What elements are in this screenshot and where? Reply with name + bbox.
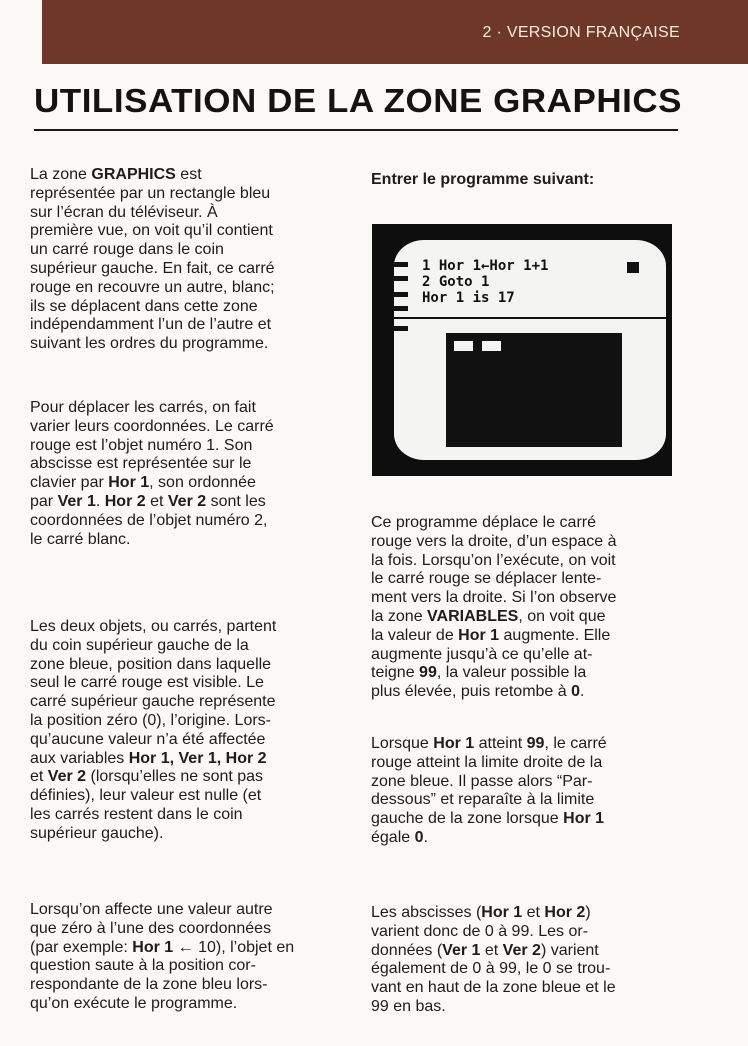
section-label: 2 · VERSION FRANÇAISE [482, 24, 680, 41]
paragraph-coordinates: Pour déplacer les carrés, on fait varier leurs coordonnées. Le carré rouge est l’objet numéro 1. Son abscisse est représentée sur le clavier par Hor 1, son ordonnée par Ver 1. Hor 2 et Ver 2 sont les coordonnées de l’objet numéro 2, le carré blanc. [30, 399, 274, 548]
program-line-2: 2 Goto 1 [422, 274, 490, 290]
paragraph-ranges: Les abscisses (Hor 1 et Hor 2) varient donc de 0 à 99. Les or- données (Ver 1 et Ver 2) varient également de 0 à 99, le 0 se trou- vant en haut de la zone bleue et le 99 en bas. [371, 904, 616, 1015]
paragraph-graphics-zone: La zone GRAPHICS est représentée par un rectangle bleu sur l’écran du téléviseur. À première vue, on voit qu’il contient un carré rouge dans le coin supérieur gauche. En fait, ce carré rouge en recouvre un autre, blanc; ils se déplacent dans cette zone indépendamment l’un de l’autre et suivant les ordres du programme. [30, 166, 275, 353]
sprite-square-1 [454, 341, 473, 351]
sprite-square-2 [482, 341, 501, 351]
title-divider [34, 129, 678, 131]
program-line-1: 1 Hor 1←Hor 1+1 [422, 258, 549, 274]
paragraph-assign-value: Lorsqu’on affecte une valeur autre que zéro à l’une des coordonnées (par exemple: Hor 1 ← 10), l’objet en question saute à la position cor- respondante de la zone bleu lors- qu’on exécute le programme. [30, 901, 295, 1012]
paragraph-program-effect: Ce programme déplace le carré rouge vers la droite, d’un espace à la fois. Lorsqu’on l’exécute, on voit le carré rouge se déplacer lente- ment vers la droite. Si l’on observe la zone VARIABLES, on voit que la valeur de Hor 1 augmente. Elle augmente jusqu’à ce qu’elle at- teigne 99, la valeur possible la plus élevée, puis retombe à 0. [371, 514, 617, 701]
screen-marker [394, 262, 408, 267]
variable-readout: Hor 1 is 17 [422, 290, 515, 306]
screen-marker [394, 292, 408, 297]
page-title: UTILISATION DE LA ZONE GRAPHICS [34, 82, 683, 119]
screen-marker [394, 306, 408, 311]
graphics-zone [446, 333, 622, 447]
paragraph-wraparound: Lorsque Hor 1 atteint 99, le carré rouge atteint la limite droite de la zone bleue. Il passe alors “Par- dessous” et reparaîte à la limite gauche de la zone lorsque Hor 1 égale 0. [371, 735, 607, 846]
paragraph-origin: Les deux objets, ou carrés, partent du coin supérieur gauche de la zone bleue, position dans laquelle seul le carré rouge est visible. Le carré supérieur gauche représente la position zéro (0), l’origine. Lors- qu’aucune valeur n’a été affectée aux variables Hor 1, Ver 1, Hor 2 et Ver 2 (lorsqu’elles ne sont pas définies), leur valeur est nulle (et les carrés restent dans le coin supérieur gauche). [30, 618, 277, 842]
screen-marker [394, 276, 408, 281]
screen-divider [394, 317, 666, 319]
tv-screen [394, 240, 666, 460]
program-intro: Entrer le programme suivant: [371, 171, 595, 188]
screen-marker [394, 326, 408, 331]
cursor-block [627, 262, 639, 273]
